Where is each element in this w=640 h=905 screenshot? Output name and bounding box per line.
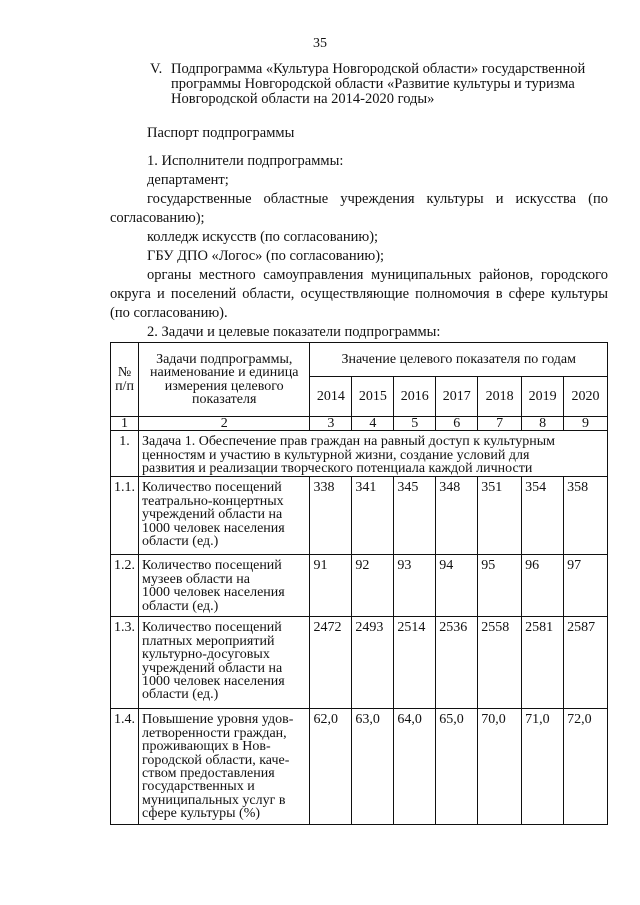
indicator-text-line: области (ед.) bbox=[142, 687, 219, 703]
executor-item-continued: округа и поселений области, осуществляющие полномочия в сфере культуры bbox=[110, 286, 608, 302]
indicator-text-line: Повышение уровня удов- bbox=[142, 712, 294, 728]
tasks-heading: 2. Задачи и целевые показатели подпрограммы: bbox=[147, 324, 441, 340]
indicator-text-line: Количество посещений bbox=[142, 558, 282, 574]
task-text-line: развития и реализации творческого потенциала каждой личности bbox=[142, 461, 533, 477]
header-values-cell: Значение целевого показателя по годам bbox=[310, 343, 608, 377]
indicator-text-line: муниципальных услуг в bbox=[142, 792, 286, 808]
indicator-value: 354 bbox=[522, 477, 564, 555]
indicator-text-line: 1000 человек населения bbox=[142, 585, 285, 601]
table-row bbox=[111, 709, 608, 825]
column-number: 7 bbox=[478, 417, 522, 431]
indicator-value: 338 bbox=[310, 477, 352, 555]
column-number: 3 bbox=[310, 417, 352, 431]
table-row bbox=[111, 555, 608, 617]
header-year: 2014 bbox=[310, 377, 352, 417]
indicator-value: 62,0 bbox=[310, 709, 352, 825]
section-title bbox=[171, 62, 611, 107]
indicator-text-line: Количество посещений bbox=[142, 620, 282, 636]
header-year: 2019 bbox=[522, 377, 564, 417]
header-year: 2016 bbox=[394, 377, 436, 417]
column-number: 1 bbox=[111, 417, 139, 431]
section-title-line: программы Новгородской области «Развитие культуры и туризма bbox=[171, 76, 575, 92]
indicator-text-line: государственных и bbox=[142, 779, 255, 795]
indicator-text-line: сфере культуры (%) bbox=[142, 806, 261, 822]
indicator-name bbox=[139, 617, 310, 709]
indicator-text-line: городской области, каче- bbox=[142, 752, 290, 768]
column-number: 9 bbox=[564, 417, 608, 431]
header-year: 2015 bbox=[352, 377, 394, 417]
indicator-value: 341 bbox=[352, 477, 394, 555]
table-header-row bbox=[111, 343, 608, 377]
indicator-text-line: учреждений области на bbox=[142, 507, 283, 523]
indicator-value: 2472 bbox=[310, 617, 352, 709]
passport-title: Паспорт подпрограммы bbox=[147, 125, 295, 141]
executor-item-continued: согласованию); bbox=[110, 210, 205, 226]
indicator-value: 2558 bbox=[478, 617, 522, 709]
indicator-text-line: области (ед.) bbox=[142, 534, 219, 550]
table-row bbox=[111, 477, 608, 555]
section-title-line: Новгородской области на 2014-2020 годы» bbox=[171, 91, 435, 107]
row-number: 1.3. bbox=[111, 617, 139, 709]
indicator-text-line: Количество посещений bbox=[142, 480, 282, 496]
header-year: 2018 bbox=[478, 377, 522, 417]
indicator-value: 358 bbox=[564, 477, 608, 555]
indicator-value: 2587 bbox=[564, 617, 608, 709]
indicator-name bbox=[139, 477, 310, 555]
header-text: наименование и единица bbox=[150, 365, 299, 381]
executor-item: государственные областные учреждения культуры и искусства (по bbox=[147, 191, 608, 207]
header-year: 2017 bbox=[436, 377, 478, 417]
indicator-text-line: проживающих в Нов- bbox=[142, 739, 271, 755]
indicator-value: 65,0 bbox=[436, 709, 478, 825]
header-text: измерения целевого bbox=[164, 378, 284, 394]
indicator-text-line: области (ед.) bbox=[142, 598, 219, 614]
indicator-value: 2536 bbox=[436, 617, 478, 709]
indicator-value: 72,0 bbox=[564, 709, 608, 825]
header-text: Задачи подпрограммы, bbox=[156, 351, 293, 367]
task-number: 1. bbox=[111, 431, 139, 477]
indicator-value: 94 bbox=[436, 555, 478, 617]
table-column-numbers-row bbox=[111, 417, 608, 431]
page-number: 35 bbox=[313, 36, 327, 51]
row-number: 1.2. bbox=[111, 555, 139, 617]
indicator-value: 91 bbox=[310, 555, 352, 617]
column-number: 4 bbox=[352, 417, 394, 431]
column-number: 2 bbox=[139, 417, 310, 431]
header-text: п/п bbox=[115, 378, 134, 394]
indicator-name bbox=[139, 709, 310, 825]
indicator-text-line: 1000 человек населения bbox=[142, 674, 285, 690]
executor-item: ГБУ ДПО «Логос» (по согласованию); bbox=[147, 248, 385, 264]
indicator-value: 348 bbox=[436, 477, 478, 555]
column-number: 6 bbox=[436, 417, 478, 431]
indicators-table bbox=[110, 342, 608, 825]
task-text-line: ценностям и участию в культурной жизни, создание условий для bbox=[142, 447, 530, 463]
indicator-value: 97 bbox=[564, 555, 608, 617]
indicator-value: 70,0 bbox=[478, 709, 522, 825]
header-text: № bbox=[117, 365, 132, 381]
indicator-value: 63,0 bbox=[352, 709, 394, 825]
indicator-value: 345 bbox=[394, 477, 436, 555]
indicator-value: 2493 bbox=[352, 617, 394, 709]
indicator-text-line: ством предоставления bbox=[142, 766, 275, 782]
indicator-value: 96 bbox=[522, 555, 564, 617]
header-number-cell bbox=[111, 343, 139, 417]
section-roman-numeral: V. bbox=[150, 61, 163, 77]
header-year: 2020 bbox=[564, 377, 608, 417]
task-text-line: Задача 1. Обеспечение прав граждан на равный доступ к культурным bbox=[142, 434, 556, 450]
indicator-text-line: театрально-концертных bbox=[142, 493, 284, 509]
indicator-value: 2514 bbox=[394, 617, 436, 709]
indicator-value: 351 bbox=[478, 477, 522, 555]
indicator-value: 71,0 bbox=[522, 709, 564, 825]
indicator-text-line: платных мероприятий bbox=[142, 633, 275, 649]
executor-item: колледж искусств (по согласованию); bbox=[147, 229, 379, 245]
header-text: показателя bbox=[192, 391, 257, 407]
indicator-text-line: музеев области на bbox=[142, 571, 250, 587]
executor-item: органы местного самоуправления муниципальных районов, городского bbox=[147, 267, 608, 283]
executor-item-continued: (по согласованию). bbox=[110, 305, 228, 321]
row-number: 1.4. bbox=[111, 709, 139, 825]
executor-item: департамент; bbox=[147, 172, 229, 188]
table-row bbox=[111, 617, 608, 709]
indicator-value: 92 bbox=[352, 555, 394, 617]
column-number: 5 bbox=[394, 417, 436, 431]
executors-heading: 1. Исполнители подпрограммы: bbox=[147, 153, 344, 169]
header-task-cell bbox=[139, 343, 310, 417]
column-number: 8 bbox=[522, 417, 564, 431]
indicator-value: 93 bbox=[394, 555, 436, 617]
indicator-value: 95 bbox=[478, 555, 522, 617]
row-number: 1.1. bbox=[111, 477, 139, 555]
indicator-text-line: учреждений области на bbox=[142, 660, 283, 676]
indicator-value: 2581 bbox=[522, 617, 564, 709]
indicator-text-line: культурно-досуговых bbox=[142, 647, 270, 663]
task-description bbox=[139, 431, 608, 477]
indicator-value: 64,0 bbox=[394, 709, 436, 825]
indicator-text-line: летворенности граждан, bbox=[142, 725, 287, 741]
section-title-line: Подпрограмма «Культура Новгородской области» государственной bbox=[171, 61, 586, 77]
indicator-name bbox=[139, 555, 310, 617]
indicator-text-line: 1000 человек населения bbox=[142, 520, 285, 536]
task-row bbox=[111, 431, 608, 477]
